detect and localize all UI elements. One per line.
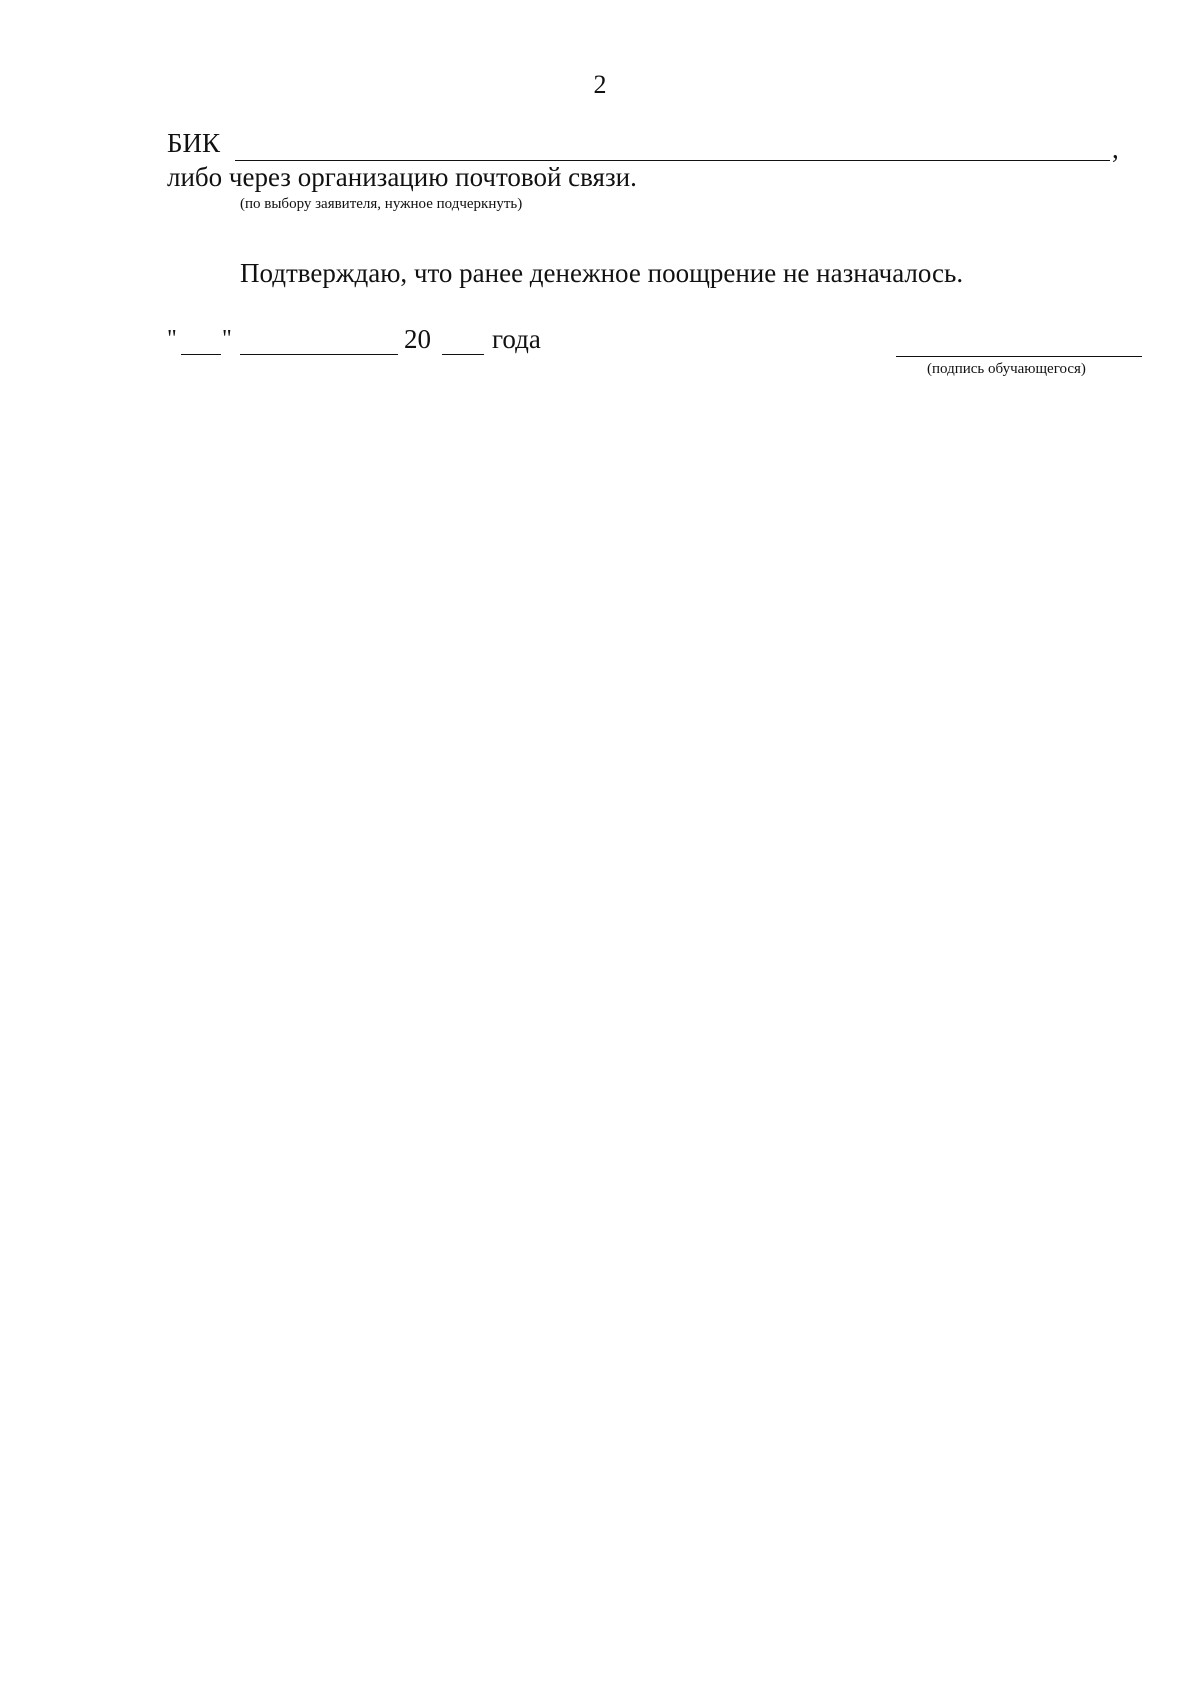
date-year-line[interactable] [442, 354, 484, 355]
bik-comma: , [1112, 134, 1119, 164]
signature-caption: (подпись обучающегося) [927, 361, 1086, 377]
post-option-text: либо через организацию почтовой связи. [167, 162, 637, 192]
signature-line[interactable] [896, 356, 1142, 357]
date-month-line[interactable] [240, 354, 398, 355]
date-close-quote: " [222, 326, 232, 352]
bik-input-line[interactable] [235, 160, 1110, 161]
year-suffix: года [492, 324, 541, 354]
date-day-line[interactable] [181, 354, 221, 355]
date-open-quote: " [167, 326, 177, 352]
bik-label: БИК [167, 128, 221, 158]
choice-hint: (по выбору заявителя, нужное подчеркнуть) [240, 196, 523, 212]
year-prefix: 20 [404, 324, 431, 354]
page-number: 2 [593, 70, 607, 99]
confirmation-statement: Подтверждаю, что ранее денежное поощрение не назначалось. [240, 258, 964, 288]
